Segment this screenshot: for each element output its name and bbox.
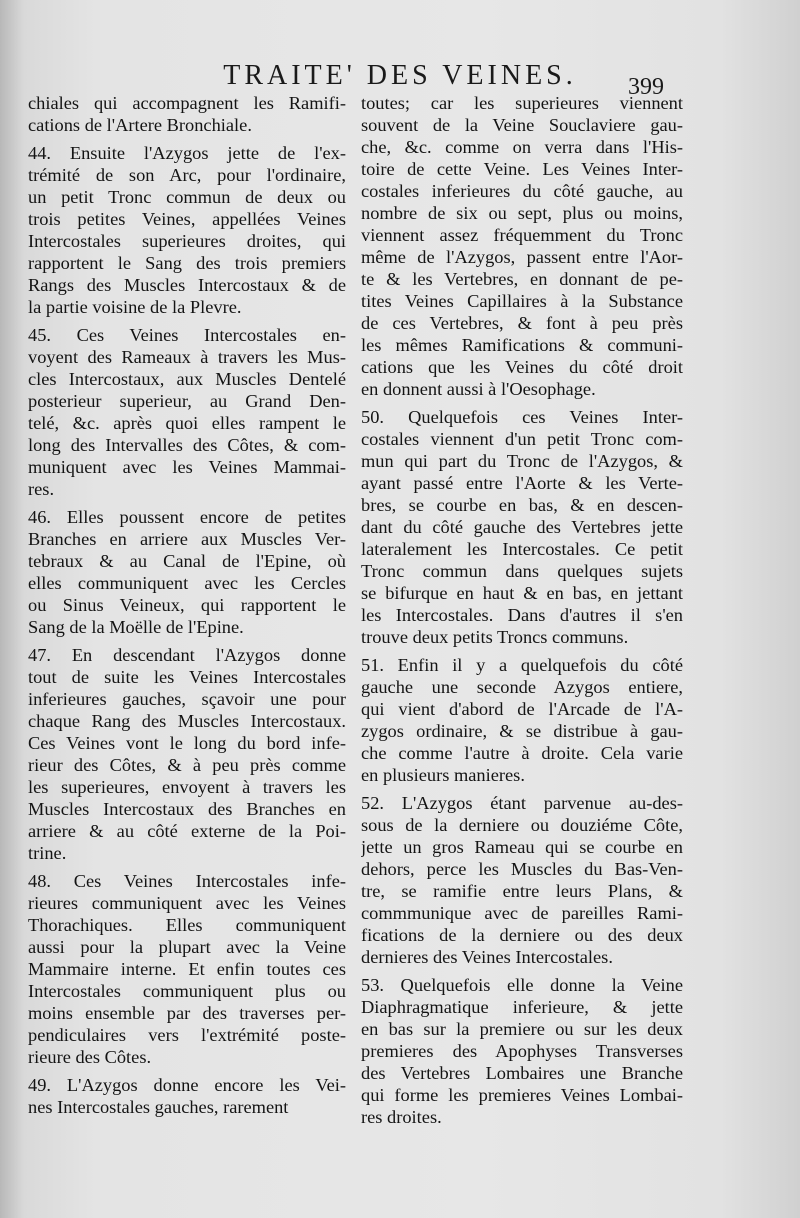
- paragraph: [361, 792, 683, 968]
- text-line: dernieres des Veines Intercostales.: [361, 947, 613, 967]
- text-line: tout de suite les Veines Intercostales: [28, 667, 346, 687]
- text-line: un petit Tronc commun de deux ou: [28, 187, 346, 207]
- paragraph: [28, 870, 346, 1068]
- text-line: dehors, perce les Muscles du Bas-Ven-: [361, 859, 683, 879]
- text-line: 47. En descendant l'Azygos donne: [28, 645, 346, 665]
- text-line: en bas sur la premiere ou sur les deux: [361, 1019, 683, 1039]
- paragraph: [28, 324, 346, 500]
- text-line: voyent des Rameaux à travers les Mus-: [28, 347, 346, 367]
- text-line: inferieures gauches, sçavoir une pour: [28, 689, 346, 709]
- text-line: cations que les Veines du côté droit: [361, 357, 683, 377]
- text-line: toutes; car les superieures viennent: [361, 93, 683, 113]
- text-line: 51. Enfin il y a quelquefois du côté: [361, 655, 683, 675]
- text-line: la partie voisine de la Plevre.: [28, 297, 242, 317]
- paragraph: [28, 92, 346, 136]
- text-line: 53. Quelquefois elle donne la Veine: [361, 975, 683, 995]
- paragraph: [361, 406, 683, 648]
- paragraph: [28, 644, 346, 864]
- text-line: nes Intercostales gauches, rarement: [28, 1097, 289, 1117]
- text-line: trois petites Veines, appellées Veines: [28, 209, 346, 229]
- right-column: [361, 92, 683, 1128]
- text-line: chaque Rang des Muscles Intercostaux.: [28, 711, 346, 731]
- text-line: ayant passé entre l'Aorte & les Verte-: [361, 473, 683, 493]
- text-line: gauche une seconde Azygos entiere,: [361, 677, 683, 697]
- text-line: res droites.: [361, 1107, 442, 1127]
- text-line: 49. L'Azygos donne encore les Vei-: [28, 1075, 346, 1095]
- text-line: tites Veines Capillaires à la Substance: [361, 291, 683, 311]
- text-line: se bifurque en haut & en bas, en jettant: [361, 583, 683, 603]
- text-line: lateralement les Intercostales. Ce petit: [361, 539, 683, 559]
- text-line: chiales qui accompagnent les Ramifi-: [28, 93, 346, 113]
- paragraph: [361, 92, 683, 400]
- text-line: che, &c. comme on verra dans l'His-: [361, 137, 683, 157]
- text-line: souvent de la Veine Souclaviere gau-: [361, 115, 683, 135]
- text-line: telé, &c. après quoi elles rampent le: [28, 413, 346, 433]
- paragraph: [28, 506, 346, 638]
- text-line: Rangs des Muscles Intercostaux & de: [28, 275, 346, 295]
- page-number: 399: [628, 74, 664, 100]
- text-line: che comme l'autre à droite. Cela varie: [361, 743, 683, 763]
- text-line: Muscles Intercostaux des Branches en: [28, 799, 346, 819]
- text-line: posterieur superieur, au Grand Den-: [28, 391, 346, 411]
- text-line: commmunique avec de pareilles Rami-: [361, 903, 683, 923]
- text-line: mun qui part du Tronc de l'Azygos, &: [361, 451, 683, 471]
- text-line: les Intercostales. Dans d'autres il s'en: [361, 605, 683, 625]
- text-line: premieres des Apophyses Transverses: [361, 1041, 683, 1061]
- text-line: rieures communiquent avec les Veines: [28, 893, 346, 913]
- text-line: arriere & au côté externe de la Poi-: [28, 821, 346, 841]
- text-line: Intercostales communiquent plus ou: [28, 981, 346, 1001]
- text-line: trouve deux petits Troncs communs.: [361, 627, 629, 647]
- text-line: les mêmes Ramifications & communi-: [361, 335, 683, 355]
- text-line: ou Sinus Veineux, qui rapportent le: [28, 595, 346, 615]
- text-line: Tronc commun dans quelques sujets: [361, 561, 683, 581]
- text-line: Ces Veines vont le long du bord infe-: [28, 733, 346, 753]
- text-line: rieur des Côtes, & à peu près comme: [28, 755, 346, 775]
- text-line: des Vertebres Lombaires une Branche: [361, 1063, 683, 1083]
- text-line: Intercostales superieures droites, qui: [28, 231, 346, 251]
- text-line: de ces Vertebres, & font à peu près: [361, 313, 683, 333]
- text-line: 45. Ces Veines Intercostales en-: [28, 325, 346, 345]
- text-line: aussi pour la plupart avec la Veine: [28, 937, 346, 957]
- text-line: qui vient d'abord de l'Arcade de l'A-: [361, 699, 683, 719]
- text-line: Sang de la Moëlle de l'Epine.: [28, 617, 244, 637]
- text-line: 48. Ces Veines Intercostales infe-: [28, 871, 346, 891]
- text-line: cations de l'Artere Bronchiale.: [28, 115, 252, 135]
- text-line: elles communiquent avec les Cercles: [28, 573, 346, 593]
- text-line: bres, se courbe en bas, & en descen-: [361, 495, 683, 515]
- text-line: costales viennent d'un petit Tronc com-: [361, 429, 683, 449]
- text-line: toire de cette Veine. Les Veines Inter-: [361, 159, 683, 179]
- text-line: trine.: [28, 843, 67, 863]
- text-line: qui forme les premieres Veines Lombai-: [361, 1085, 683, 1105]
- text-line: tre, se ramifie entre leurs Plans, &: [361, 881, 683, 901]
- text-line: dant du côté gauche des Vertebres jette: [361, 517, 683, 537]
- text-line: te & les Vertebres, en donnant de pe-: [361, 269, 683, 289]
- text-line: long des Intervalles des Côtes, & com-: [28, 435, 346, 455]
- paragraph: [28, 1074, 346, 1118]
- text-line: Branches en arriere aux Muscles Ver-: [28, 529, 346, 549]
- text-line: même de l'Azygos, passent entre l'Aor-: [361, 247, 683, 267]
- text-line: Mammaire interne. Et enfin toutes ces: [28, 959, 346, 979]
- text-line: rapportent le Sang des trois premiers: [28, 253, 346, 273]
- text-line: 44. Ensuite l'Azygos jette de l'ex-: [28, 143, 346, 163]
- text-line: rieure des Côtes.: [28, 1047, 152, 1067]
- text-line: muniquent avec les Veines Mammai-: [28, 457, 346, 477]
- left-column: [28, 92, 346, 1118]
- text-line: fications de la derniere ou des deux: [361, 925, 683, 945]
- text-line: tebraux & au Canal de l'Epine, où: [28, 551, 346, 571]
- text-line: 46. Elles poussent encore de petites: [28, 507, 346, 527]
- paragraph: [361, 654, 683, 786]
- text-line: 52. L'Azygos étant parvenue au-des-: [361, 793, 683, 813]
- text-line: cles Intercostaux, aux Muscles Dentelé: [28, 369, 346, 389]
- text-line: en plusieurs manieres.: [361, 765, 525, 785]
- text-line: viennent assez fréquemment du Tronc: [361, 225, 683, 245]
- text-line: res.: [28, 479, 55, 499]
- text-line: Diaphragmatique inferieure, & jette: [361, 997, 683, 1017]
- text-line: zygos ordinaire, & se distribue à gau-: [361, 721, 683, 741]
- text-line: costales inferieures du côté gauche, au: [361, 181, 683, 201]
- text-line: jette un gros Rameau qui se courbe en: [361, 837, 683, 857]
- paragraph: [361, 974, 683, 1128]
- text-line: pendiculaires vers l'extrémité poste-: [28, 1025, 346, 1045]
- text-line: nombre de six ou sept, plus ou moins,: [361, 203, 683, 223]
- text-line: trémité de son Arc, pour l'ordinaire,: [28, 165, 346, 185]
- text-line: sous de la derniere ou douziéme Côte,: [361, 815, 683, 835]
- text-line: les superieures, envoyent à travers les: [28, 777, 346, 797]
- text-line: en donnent aussi à l'Oesophage.: [361, 379, 596, 399]
- text-line: Thorachiques. Elles communiquent: [28, 915, 346, 935]
- text-line: 50. Quelquefois ces Veines Inter-: [361, 407, 683, 427]
- paragraph: [28, 142, 346, 318]
- running-head: TRAITE' DES VEINES.: [223, 60, 577, 91]
- text-line: moins ensemble par des traverses per-: [28, 1003, 346, 1023]
